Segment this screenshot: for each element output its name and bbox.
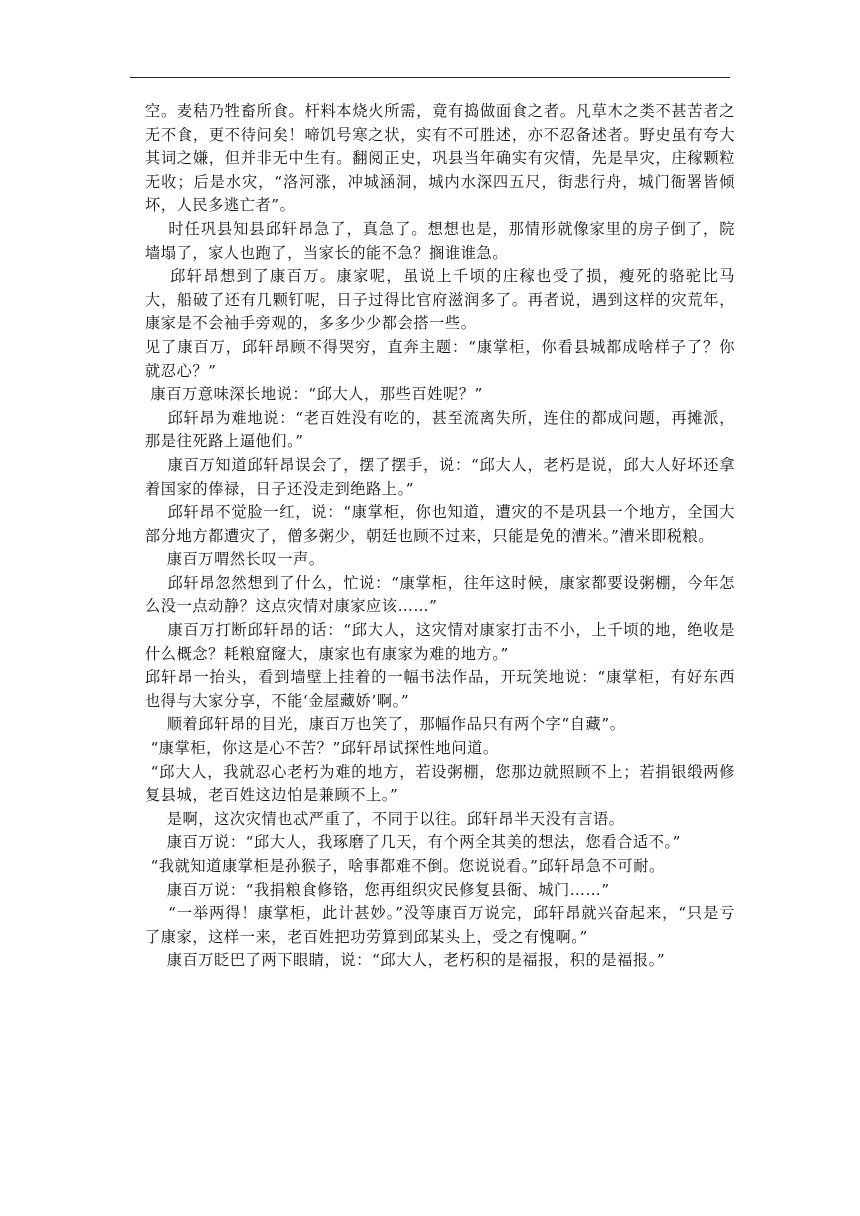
paragraph: 空。麦秸乃牲畜所食。杆料本烧火所需，竟有捣做面食之者。凡草木之类不甚苦者之无不食，更不待问矣！啼饥号寒之状，实有不可胜述，亦不忍备述者。野史虽有夸大其词之嫌，但并非无中生有。翻阅正史，巩县当年确实有灾情，先是旱灾，庄稼颗粒无收；后是水灾，“洛河涨，冲城涵洞，城内水深四五尺，街悲行舟，城门衙署皆倾坏，人民多逃亡者”。 bbox=[145, 102, 735, 215]
paragraph: “邱大人，我就忍心老朽为难的地方，若设粥棚，您那边就照顾不上；若捐银缎两修复县城，老百姓这边怕是兼顾不上。” bbox=[145, 762, 735, 805]
header-rule bbox=[130, 77, 730, 78]
paragraph: “一举两得！康掌柜，此计甚妙。”没等康百万说完，邱轩昂就兴奋起来，“只是亏了康家，这样一来，老百姓把功劳算到邱某头上，受之有愧啊。” bbox=[145, 904, 735, 946]
paragraph: 康百万喟然长叹一声。 bbox=[145, 550, 325, 569]
paragraph: 康百万意味深长地说：“邱大人，那些百姓呢？” bbox=[145, 385, 483, 404]
paragraph: 康百万打断邱轩昂的话：“邱大人，这灾情对康家打击不小，上千顷的地，绝收是什么概念？耗粮窟窿大，康家也有康家为难的地方。” bbox=[145, 621, 735, 663]
paragraph: 邱轩昂忽然想到了什么，忙说：“康掌柜，往年这时候，康家都要设粥棚，今年怎么没一点动静？这点灾情对康家应该……” bbox=[145, 573, 735, 616]
paragraph: 邱轩昂不觉脸一红，说：“康掌柜，你也知道，遭灾的不是巩县一个地方，全国大部分地方都遭灾了，僧多粥少，朝廷也顾不过来，只能是免的漕米。”漕米即税粮。 bbox=[145, 503, 735, 545]
paragraph: 康百万说：“我捐粮食修铬，您再组织灾民修复县衙、城门……” bbox=[145, 880, 610, 899]
paragraph: 邱轩昂为难地说：“老百姓没有吃的，甚至流离失所，连住的都成问题，再摊派，那是往死路上逼他们。” bbox=[145, 408, 735, 451]
paragraph: 康百万知道邱轩昂误会了，摆了摆手，说：“邱大人，老朽是说，邱大人好坏还拿着国家的俸禄，日子还没走到绝路上。” bbox=[145, 455, 735, 498]
paragraph: 康百万眨巴了两下眼睛，说：“邱大人，老朽积的是福报，积的是福报。” bbox=[145, 951, 666, 970]
paragraph: “我就知道康掌柜是孙猴子，啥事都难不倒。您说说看。”邱轩昂急不可耐。 bbox=[145, 857, 665, 875]
paragraph: 邱轩昂一抬头，看到墙壁上挂着的一幅书法作品，开玩笑地说：“康掌柜，有好东西也得与大家分享，不能‘金屋藏娇’啊。” bbox=[145, 668, 735, 710]
paragraph: 康百万说：“邱大人，我琢磨了几天，有个两全其美的想法，您看合适不。” bbox=[145, 833, 682, 852]
document-body bbox=[145, 100, 735, 973]
paragraph: 见了康百万，邱轩昂顾不得哭穷，直奔主题：“康掌柜，你看县城都成啥样子了？你就忍心？” bbox=[145, 337, 735, 380]
paragraph: 顺着邱轩昂的目光，康百万也笑了，那幅作品只有两个字“自藏”。 bbox=[145, 715, 626, 734]
paragraph: 邱轩昂想到了康百万。康家呢，虽说上千顷的庄稼也受了损，瘦死的骆驼比马大，船破了还有几颗钉呢，日子过得比官府滋润多了。再者说，遇到这样的灾荒年，康家是不会袖手旁观的，多多少少都会搭一些。 bbox=[145, 267, 735, 333]
paragraph: “康掌柜，你这是心不苦？”邱轩昂试探性地问道。 bbox=[145, 739, 499, 758]
paragraph: 时任巩县知县邱轩昂急了，真急了。想想也是，那情形就像家里的房子倒了，院墙塌了，家人也跑了，当家长的能不急？搁谁谁急。 bbox=[145, 219, 736, 262]
paragraph: 是啊，这次灾情也忒严重了，不同于以往。邱轩昂半天没有言语。 bbox=[145, 809, 625, 828]
